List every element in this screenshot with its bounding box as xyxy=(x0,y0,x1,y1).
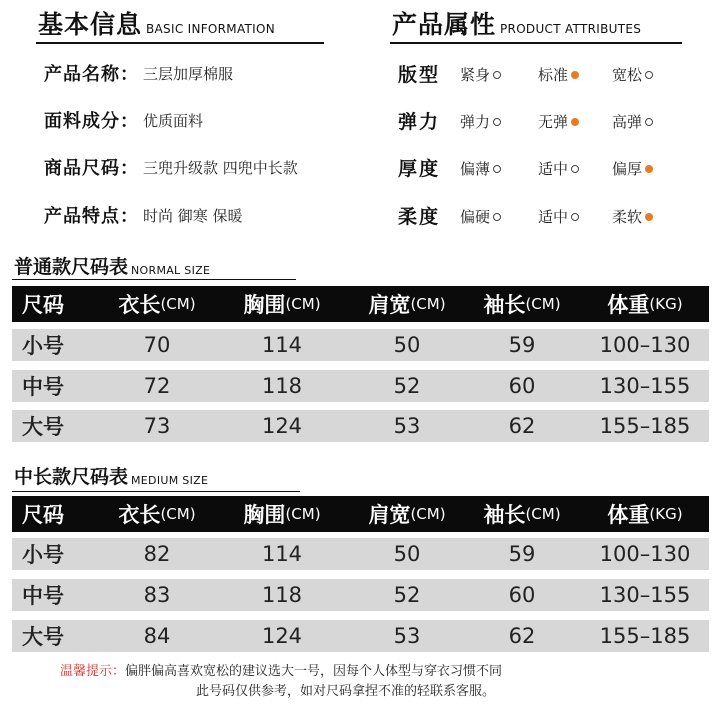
info-value: 优质面料 xyxy=(143,111,204,130)
medium-table-title: 中长款尺码表 xyxy=(14,466,129,488)
attr-option: 弹力 xyxy=(460,111,501,132)
info-row-size xyxy=(44,152,298,182)
table-row xyxy=(12,620,709,652)
header-cell: 衣长 (CM) xyxy=(118,293,196,317)
table-cell: 52 xyxy=(393,583,421,607)
attributes-title: 产品属性 xyxy=(392,10,497,39)
table-cell: 59 xyxy=(508,333,536,357)
table-row xyxy=(12,370,709,402)
attr-row-elasticity xyxy=(398,105,698,135)
table-cell: 118 xyxy=(261,374,303,398)
basic-info-underline xyxy=(36,42,324,44)
header-cell: 尺码 xyxy=(22,503,64,527)
table-cell: 小号 xyxy=(22,543,64,567)
attr-key: 版型 xyxy=(398,64,441,86)
medium-table-heading xyxy=(14,468,208,487)
radio-empty-icon xyxy=(571,213,579,221)
table-cell: 中号 xyxy=(22,584,64,608)
attr-option: 高弹 xyxy=(612,111,653,132)
table-cell: 50 xyxy=(393,333,421,357)
normal-table-heading xyxy=(14,258,210,277)
attributes-subtitle: PRODUCT ATTRIBUTES xyxy=(500,22,642,36)
tip-line-2: 此号码仅供参考，如对尺码拿捏不准的轻联系客服。 xyxy=(196,684,496,699)
header-cell: 胸围 (CM) xyxy=(243,293,321,317)
table-cell: 114 xyxy=(261,333,303,357)
table-cell: 124 xyxy=(261,414,303,438)
attr-option: 偏薄 xyxy=(460,158,501,179)
table-cell: 60 xyxy=(508,374,536,398)
table-cell: 73 xyxy=(143,414,171,438)
attr-option: 适中 xyxy=(538,158,579,179)
table-row xyxy=(12,329,709,361)
medium-table-header xyxy=(12,496,709,532)
table-row xyxy=(12,410,709,442)
attr-option-selected: 偏厚 xyxy=(612,158,653,179)
attributes-heading xyxy=(392,12,641,37)
header-cell: 体重 (KG) xyxy=(607,503,683,527)
table-cell: 60 xyxy=(508,583,536,607)
header-cell: 衣长 (CM) xyxy=(118,503,196,527)
radio-empty-icon xyxy=(645,118,653,126)
info-row-name xyxy=(44,58,233,88)
header-cell: 尺码 xyxy=(22,293,64,317)
tip-line-1: 温馨提示：偏胖偏高喜欢宽松的建议选大一号，因每个人体型与穿衣习惯不同 xyxy=(60,664,503,679)
attr-option: 紧身 xyxy=(460,64,501,85)
info-value: 三层加厚棉服 xyxy=(143,64,234,83)
table-cell: 50 xyxy=(393,542,421,566)
table-cell: 84 xyxy=(143,624,171,648)
table-row xyxy=(12,579,709,611)
attr-option-selected: 柔软 xyxy=(612,206,653,227)
attr-option-selected: 无弹 xyxy=(538,111,579,132)
table-cell: 大号 xyxy=(22,625,64,649)
attr-option: 宽松 xyxy=(612,64,653,85)
basic-info-subtitle: BASIC INFORMATION xyxy=(146,22,276,36)
radio-empty-icon xyxy=(645,71,653,79)
table-cell: 118 xyxy=(261,583,303,607)
radio-filled-icon xyxy=(645,165,653,173)
table-cell: 62 xyxy=(508,414,536,438)
medium-table-subtitle: MEDIUM SIZE xyxy=(131,474,209,487)
attr-key: 弹力 xyxy=(398,111,441,133)
table-cell: 82 xyxy=(143,542,171,566)
size-tip xyxy=(60,662,502,702)
normal-table-underline xyxy=(12,279,296,280)
table-cell: 53 xyxy=(393,624,421,648)
attr-row-softness xyxy=(398,200,698,230)
table-cell: 155–185 xyxy=(599,414,691,438)
table-cell: 114 xyxy=(261,542,303,566)
attr-key: 厚度 xyxy=(398,158,441,180)
radio-filled-icon xyxy=(571,71,579,79)
info-row-fabric xyxy=(44,105,203,135)
header-cell: 体重 (KG) xyxy=(607,293,683,317)
info-row-feature xyxy=(44,200,243,230)
info-value: 三兜升级款 四兜中长款 xyxy=(143,158,298,177)
basic-info-title: 基本信息 xyxy=(38,10,143,39)
basic-info-heading xyxy=(38,12,275,37)
table-cell: 70 xyxy=(143,333,171,357)
radio-empty-icon xyxy=(493,71,501,79)
attr-row-fit xyxy=(398,58,698,88)
attr-row-thickness xyxy=(398,152,698,182)
table-cell: 59 xyxy=(508,542,536,566)
radio-filled-icon xyxy=(571,118,579,126)
radio-filled-icon xyxy=(645,213,653,221)
table-cell: 大号 xyxy=(22,415,64,439)
table-cell: 155–185 xyxy=(599,624,691,648)
attributes-underline xyxy=(390,42,682,44)
table-row xyxy=(12,538,709,570)
attr-option: 偏硬 xyxy=(460,206,501,227)
normal-table-title: 普通款尺码表 xyxy=(14,256,129,278)
table-cell: 小号 xyxy=(22,334,64,358)
radio-empty-icon xyxy=(493,213,501,221)
header-cell: 胸围 (CM) xyxy=(243,503,321,527)
attr-option-selected: 标准 xyxy=(538,64,579,85)
normal-table-header xyxy=(12,286,709,322)
table-cell: 130–155 xyxy=(599,583,691,607)
table-cell: 124 xyxy=(261,624,303,648)
header-cell: 肩宽 (CM) xyxy=(368,293,446,317)
table-cell: 53 xyxy=(393,414,421,438)
table-cell: 52 xyxy=(393,374,421,398)
radio-empty-icon xyxy=(571,165,579,173)
info-key: 产品名称： xyxy=(44,64,139,85)
table-cell: 130–155 xyxy=(599,374,691,398)
radio-empty-icon xyxy=(493,118,501,126)
attr-option: 适中 xyxy=(538,206,579,227)
header-cell: 袖长 (CM) xyxy=(483,293,561,317)
table-cell: 72 xyxy=(143,374,171,398)
table-cell: 83 xyxy=(143,583,171,607)
normal-table-subtitle: NORMAL SIZE xyxy=(131,264,211,277)
tip-label: 温馨提示： xyxy=(60,664,126,679)
table-cell: 100–130 xyxy=(599,542,691,566)
attr-key: 柔度 xyxy=(398,206,441,228)
info-value: 时尚 御寒 保暖 xyxy=(143,206,243,225)
info-key: 产品特点： xyxy=(44,206,139,227)
header-cell: 肩宽 (CM) xyxy=(368,503,446,527)
table-cell: 100–130 xyxy=(599,333,691,357)
table-cell: 62 xyxy=(508,624,536,648)
header-cell: 袖长 (CM) xyxy=(483,503,561,527)
medium-table-underline xyxy=(12,491,300,492)
table-cell: 中号 xyxy=(22,375,64,399)
info-key: 商品尺码： xyxy=(44,158,139,179)
radio-empty-icon xyxy=(493,165,501,173)
info-key: 面料成分： xyxy=(44,111,139,132)
